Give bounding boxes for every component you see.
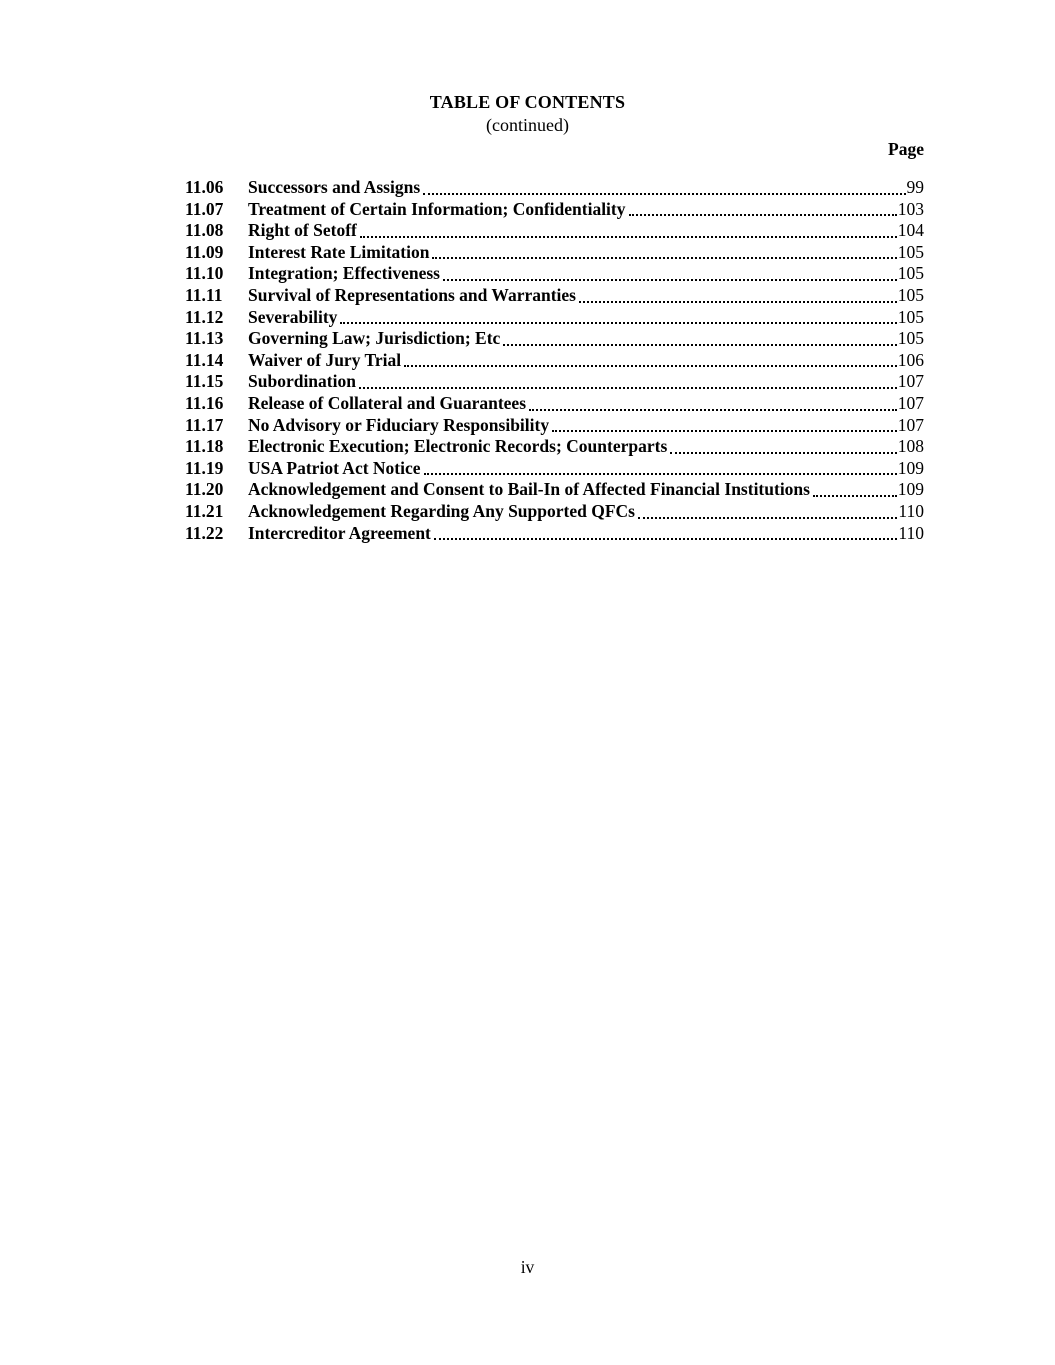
toc-entry-number: 11.12 bbox=[185, 306, 224, 327]
toc-entry-row bbox=[185, 393, 924, 415]
toc-entry-page-number: 105 bbox=[897, 284, 924, 305]
toc-entry-number: 11.17 bbox=[185, 414, 224, 435]
toc-entry-page-number: 110 bbox=[898, 522, 924, 543]
toc-entry-title: Integration; Effectiveness bbox=[248, 263, 440, 284]
dot-leader bbox=[670, 452, 896, 454]
toc-entry-row bbox=[185, 458, 924, 480]
dot-leader bbox=[629, 214, 897, 216]
toc-entry-row bbox=[185, 242, 924, 264]
toc-entry-page-number: 104 bbox=[897, 220, 924, 241]
toc-entry-number: 11.06 bbox=[185, 177, 224, 197]
toc-entry-number: 11.22 bbox=[185, 522, 224, 543]
toc-entry-number: 11.14 bbox=[185, 349, 224, 370]
toc-entry-number: 11.20 bbox=[185, 479, 224, 500]
toc-entry-number: 11.08 bbox=[185, 220, 224, 241]
dot-leader bbox=[432, 257, 896, 259]
toc-entry-page-number: 105 bbox=[897, 263, 924, 284]
toc-entry-row bbox=[185, 285, 924, 307]
toc-entry-page-number: 105 bbox=[897, 328, 924, 349]
toc-entry-page-number: 105 bbox=[897, 241, 924, 262]
toc-entry-page-number: 99 bbox=[906, 177, 924, 197]
toc-entry-page-number: 109 bbox=[897, 457, 924, 478]
dot-leader bbox=[579, 301, 897, 303]
toc-entry-title: Waiver of Jury Trial bbox=[248, 349, 402, 370]
toc-list bbox=[0, 177, 1055, 544]
toc-entry-title: Intercreditor Agreement bbox=[248, 522, 431, 543]
dot-leader bbox=[359, 387, 897, 389]
toc-entry-number: 11.07 bbox=[185, 198, 224, 219]
toc-entry-row bbox=[185, 328, 924, 350]
toc-entry-number: 11.10 bbox=[185, 263, 224, 284]
toc-entry-number: 11.16 bbox=[185, 392, 224, 413]
toc-entry-title: No Advisory or Fiduciary Responsibility bbox=[248, 414, 550, 435]
dot-leader bbox=[434, 538, 898, 540]
toc-entry-number: 11.11 bbox=[185, 284, 223, 305]
toc-entry-number: 11.19 bbox=[185, 457, 224, 478]
toc-entry-title: Treatment of Certain Information; Confidentiality bbox=[248, 198, 626, 219]
toc-entry-page-number: 107 bbox=[897, 392, 924, 413]
page-subtitle: (continued) bbox=[486, 115, 569, 135]
toc-entry-title: Subordination bbox=[248, 371, 356, 392]
toc-entry-row bbox=[185, 479, 924, 501]
dot-leader bbox=[340, 322, 896, 324]
footer-page-number: iv bbox=[520, 1257, 535, 1277]
toc-entry-page-number: 107 bbox=[897, 371, 924, 392]
toc-entry-page-number: 106 bbox=[897, 349, 924, 370]
toc-entry-row bbox=[185, 501, 924, 523]
toc-entry-row bbox=[185, 350, 924, 372]
dot-leader bbox=[443, 279, 897, 281]
toc-entry-title: Severability bbox=[248, 306, 338, 327]
toc-entry-number: 11.13 bbox=[185, 328, 224, 349]
dot-leader bbox=[360, 236, 897, 238]
dot-leader bbox=[552, 430, 897, 432]
toc-entry-page-number: 105 bbox=[897, 306, 924, 327]
toc-entry-row bbox=[185, 371, 924, 393]
toc-entry-title: USA Patriot Act Notice bbox=[248, 457, 421, 478]
page-title: TABLE OF CONTENTS bbox=[429, 92, 626, 112]
toc-entry-number: 11.18 bbox=[185, 436, 224, 457]
toc-entry-title: Governing Law; Jurisdiction; Etc bbox=[248, 328, 501, 349]
toc-entry-row bbox=[185, 220, 924, 242]
toc-entry-title: Successors and Assigns bbox=[248, 177, 421, 197]
dot-leader bbox=[404, 365, 897, 367]
toc-entry-page-number: 103 bbox=[897, 198, 924, 219]
toc-entry-title: Acknowledgement Regarding Any Supported QFCs bbox=[248, 500, 635, 521]
dot-leader bbox=[529, 409, 897, 411]
toc-entry-page-number: 109 bbox=[897, 479, 924, 500]
toc-entry-title: Interest Rate Limitation bbox=[248, 241, 430, 262]
dot-leader bbox=[638, 517, 897, 519]
toc-entry-row bbox=[185, 523, 924, 545]
toc-entry-page-number: 108 bbox=[897, 436, 924, 457]
document-header bbox=[0, 0, 1055, 137]
toc-entry-row bbox=[185, 177, 924, 199]
dot-leader bbox=[503, 344, 896, 346]
toc-entry-title: Release of Collateral and Guarantees bbox=[248, 392, 527, 413]
toc-entry-title: Survival of Representations and Warranties bbox=[248, 284, 576, 305]
dot-leader bbox=[424, 473, 897, 475]
toc-entry-row bbox=[185, 307, 924, 329]
toc-entry-title: Acknowledgement and Consent to Bail-In of Affected Financial Institutions bbox=[248, 479, 810, 500]
toc-entry-number: 11.21 bbox=[185, 500, 224, 521]
toc-entry-title: Electronic Execution; Electronic Records; Counterparts bbox=[248, 436, 668, 457]
toc-entry-row bbox=[185, 263, 924, 285]
toc-entry-row bbox=[185, 436, 924, 458]
toc-entry-number: 11.09 bbox=[185, 241, 224, 262]
dot-leader bbox=[423, 193, 905, 195]
dot-leader bbox=[813, 495, 897, 497]
toc-entry-page-number: 110 bbox=[898, 500, 924, 521]
toc-entry-row bbox=[185, 415, 924, 437]
toc-entry-number: 11.15 bbox=[185, 371, 224, 392]
toc-entry-row bbox=[185, 199, 924, 221]
toc-entry-page-number: 107 bbox=[897, 414, 924, 435]
toc-entry-title: Right of Setoff bbox=[248, 220, 357, 241]
page-column-header: Page bbox=[888, 139, 924, 159]
